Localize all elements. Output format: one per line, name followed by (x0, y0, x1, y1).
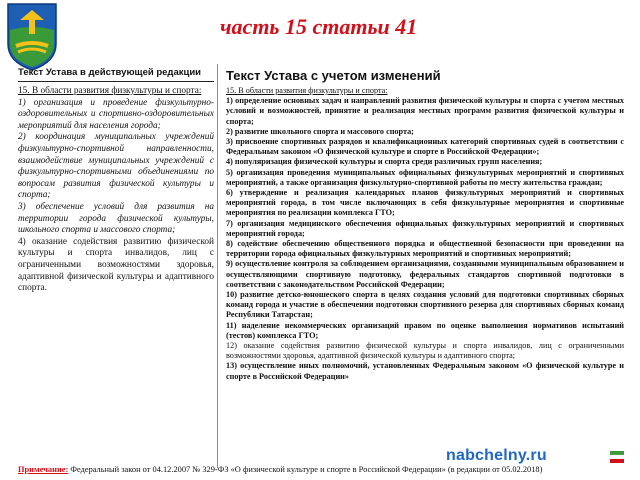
left-item-2: 2) координация муниципальных учреждений физкультурно-спортивной направленности, взаимодействие муниципальных учреждений с физкультурно-спортивными объединениями по вопросам развития физической культуры и спорта; (18, 132, 214, 201)
city-coat-of-arms-logo (2, 0, 62, 72)
right-item-10: 10) развитие детско-юношеского спорта в целях создания условий для подготовки спортивных сборных команд города и участие в обеспечении подготовки спортивного резерва для спортивных сборных команд Республики Татарстан; (226, 290, 624, 320)
right-item-7: 7) организация медицинского обеспечения официальных физкультурных мероприятий и спортивных мероприятий города; (226, 218, 624, 238)
flag-icon (610, 451, 624, 463)
right-item-4: 4) популяризация физической культуры и спорта среди различных групп населения; (226, 157, 543, 167)
left-item-1: 1) организация и проведение физкультурно-оздоровительных и спортивно-оздоровительных мероприятий для населения города; (18, 97, 214, 131)
footnote-label: Примечание: (18, 465, 69, 474)
right-column-text (226, 86, 624, 382)
site-watermark: nabchelny.ru (446, 447, 547, 464)
left-item-4: 4) оказание содействия развитию физической культуры и спорта инвалидов, лиц с ограниченными возможностями здоровья, адаптивной физической культуры и адаптивного спорта. (18, 236, 214, 294)
right-item-2: 2) развитие школьного спорта и массового спорта; (226, 126, 414, 136)
right-item-1: 1) определение основных задач и направлений развития физической культуры и спорта с учетом местных условий и возможностей, принятие и реализация местных программ развития физической культуры и спорта; (226, 96, 624, 126)
left-column-heading: Текст Устава в действующей редакции (18, 67, 202, 78)
right-item-9: 9) осуществление контроля за соблюдением организациями, созданными муниципальным образованием и осуществляющими спортивную подготовку, федеральных стандартов спортивной подготовки в соответствии с законодательством Российской Федерации; (226, 259, 624, 289)
footnote (18, 465, 628, 474)
right-intro: 15. В области развития физкультуры и спорта: (226, 86, 388, 95)
left-heading-rule (18, 81, 214, 82)
left-column-text (18, 86, 214, 295)
right-item-5: 5) организация проведения муниципальных официальных физкультурных мероприятий и спортивных мероприятий, а также организация физкультурно-спортивной работы по месту жительства граждан; (226, 167, 624, 187)
right-item-8: 8) содействие обеспечению общественного порядка и общественной безопасности при проведении на территории города официальных физкультурных мероприятий и спортивных мероприятий; (226, 239, 624, 259)
right-column-heading: Текст Устава с учетом изменений (226, 68, 441, 83)
left-intro: 15. В области развития физкультуры и спорта: (18, 86, 202, 96)
right-item-11: 11) наделение некоммерческих организаций правом по оценке выполнения нормативов испытаний (тестов) комплекса ГТО; (226, 320, 624, 340)
right-item-3: 3) присвоение спортивных разрядов и квалификационных категорий спортивных судей в соответствии с Федеральным законом «О физической культуре и спорте в Российской Федерации»; (226, 137, 624, 157)
page-title: часть 15 статьи 41 (220, 14, 418, 39)
left-item-3: 3) обеспечение условий для развития на территории города физической культуры, школьного спорта и массового спорта; (18, 201, 214, 236)
right-item-12: 12) оказание содействия развитию физической культуры и спорта инвалидов, лиц с ограниченными возможностями здоровья, адаптивной физической культуры и адаптивного спорта; (226, 341, 624, 361)
footnote-text: Федеральный закон от 04.12.2007 № 329-ФЗ «О физической культуре и спорте в Российской Федерации» (в редакции от 05.02.2018) (68, 465, 543, 474)
right-item-6: 6) утверждение и реализация календарных планов физкультурных мероприятий и спортивных мероприятий города, в том числе включающих в себя физкультурные мероприятия и спортивные мероприятия по реализации комплекса ГТО; (226, 188, 624, 218)
column-divider (217, 64, 218, 468)
right-item-13: 13) осуществление иных полномочий, установленных Федеральным законом «О физической культуре и спорте в Российской Федерации» (226, 361, 624, 381)
